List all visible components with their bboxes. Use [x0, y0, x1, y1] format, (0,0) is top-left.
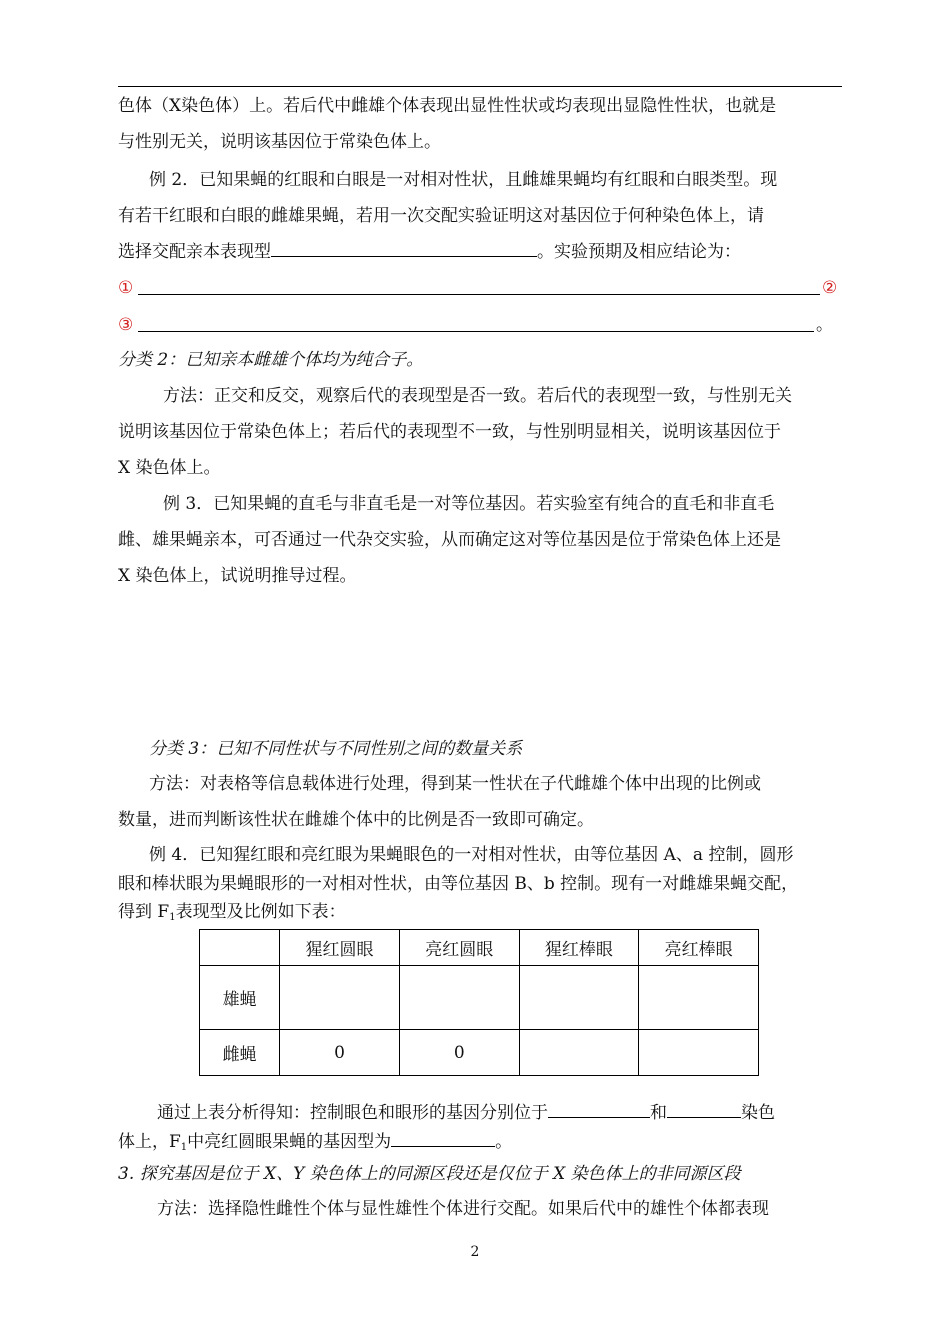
- header-rule: [118, 86, 842, 87]
- table-cell: [519, 1030, 639, 1076]
- answer-blank-1[interactable]: [138, 294, 820, 295]
- table-header-cell: 亮红圆眼: [399, 930, 519, 966]
- paragraph-line: 色体（X染色体）上。若后代中雌雄个体表现出显性性状或均表现出显隐性性状，也就是: [118, 96, 777, 116]
- table-cell: [639, 966, 759, 1030]
- table-header-cell: [200, 930, 280, 966]
- table-cell: [399, 966, 519, 1030]
- example-4-text: 得到 F: [118, 902, 170, 922]
- table-cell: [519, 966, 639, 1030]
- example-4-text: 表现型及比例如下表：: [175, 902, 346, 922]
- section-3-heading: 3. 探究基因是位于 X、Y 染色体上的同源区段还是仅位于 X 染色体上的非同源区段: [118, 1164, 741, 1184]
- method-line: 方法：对表格等信息载体进行处理，得到某一性状在子代雌雄个体中出现的比例或: [149, 774, 761, 794]
- method-line: X 染色体上。: [118, 458, 221, 478]
- table-row: [200, 966, 759, 1030]
- answer-marker-3: ③: [118, 315, 134, 335]
- analysis-text: 和: [650, 1103, 667, 1123]
- table-header-cell: 猩红棒眼: [519, 930, 639, 966]
- category-2-heading: 分类 2：已知亲本雌雄个体均为纯合子。: [118, 350, 424, 370]
- table-cell: [639, 1030, 759, 1076]
- analysis-line: [118, 1130, 842, 1160]
- example-4-line: [118, 900, 842, 930]
- example-3-line: 雌、雄果蝇亲本，可否通过一代杂交实验，从而确定这对等位基因是位于常染色体上还是: [118, 530, 781, 550]
- table-header-row: [200, 930, 759, 966]
- method-line: 方法：选择隐性雌性个体与显性雄性个体进行交配。如果后代中的雄性个体都表现: [157, 1199, 769, 1219]
- answer-marker-2: ②: [822, 278, 838, 298]
- table-cell: 0: [399, 1030, 519, 1076]
- table-row: [200, 1030, 759, 1076]
- analysis-text: 通过上表分析得知：控制眼色和眼形的基因分别位于: [157, 1103, 548, 1123]
- example-2-line: 有若干红眼和白眼的雌雄果蝇，若用一次交配实验证明这对基因位于何种染色体上，请: [118, 206, 764, 226]
- page-number: 2: [470, 1244, 480, 1260]
- subscript: 1: [180, 1142, 188, 1153]
- answer-blank[interactable]: [667, 1101, 741, 1118]
- answer-marker-1: ①: [118, 278, 134, 298]
- period: 。: [816, 315, 833, 335]
- analysis-text: 中亮红圆眼果蝇的基因型为: [187, 1132, 392, 1152]
- example-2-line: [118, 240, 842, 264]
- table-cell: [280, 966, 400, 1030]
- paragraph-line: 与性别无关，说明该基因位于常染色体上。: [118, 132, 441, 152]
- example-2-text: 。实验预期及相应结论为：: [537, 242, 741, 262]
- example-2-text: 选择交配亲本表现型: [118, 242, 271, 262]
- row-label: 雌蝇: [200, 1030, 280, 1076]
- example-2-line: 例 2．已知果蝇的红眼和白眼是一对相对性状，且雌雄果蝇均有红眼和白眼类型。现: [149, 170, 778, 190]
- answer-blank[interactable]: [391, 1130, 495, 1147]
- analysis-line: [157, 1101, 842, 1125]
- answer-blank[interactable]: [271, 240, 537, 257]
- table-cell: 0: [280, 1030, 400, 1076]
- example-4-line: 眼和棒状眼为果蝇眼形的一对相对性状，由等位基因 B、b 控制。现有一对雌雄果蝇交配，: [118, 874, 799, 894]
- example-4-line: 例 4．已知猩红眼和亮红眼为果蝇眼色的一对相对性状，由等位基因 A、a 控制，圆形: [149, 845, 794, 865]
- phenotype-table: [199, 929, 759, 1076]
- analysis-text: 体上，F: [118, 1132, 181, 1152]
- table-header-cell: 猩红圆眼: [280, 930, 400, 966]
- answer-blank-3[interactable]: [138, 331, 814, 332]
- subscript: 1: [169, 912, 176, 923]
- analysis-text: 染色: [741, 1103, 775, 1123]
- category-3-heading: 分类 3：已知不同性状与不同性别之间的数量关系: [149, 739, 523, 759]
- method-line: 数量，进而判断该性状在雌雄个体中的比例是否一致即可确定。: [118, 810, 594, 830]
- answer-blank[interactable]: [548, 1101, 650, 1118]
- example-3-line: X 染色体上，试说明推导过程。: [118, 566, 357, 586]
- table-header-cell: 亮红棒眼: [639, 930, 759, 966]
- method-line: 说明该基因位于常染色体上；若后代的表现型不一致，与性别明显相关，说明该基因位于: [118, 422, 781, 442]
- example-3-line: 例 3．已知果蝇的直毛与非直毛是一对等位基因。若实验室有纯合的直毛和非直毛: [163, 494, 775, 514]
- row-label: 雄蝇: [200, 966, 280, 1030]
- analysis-text: 。: [495, 1132, 513, 1152]
- method-line: 方法：正交和反交，观察后代的表现型是否一致。若后代的表现型一致，与性别无关: [163, 386, 792, 406]
